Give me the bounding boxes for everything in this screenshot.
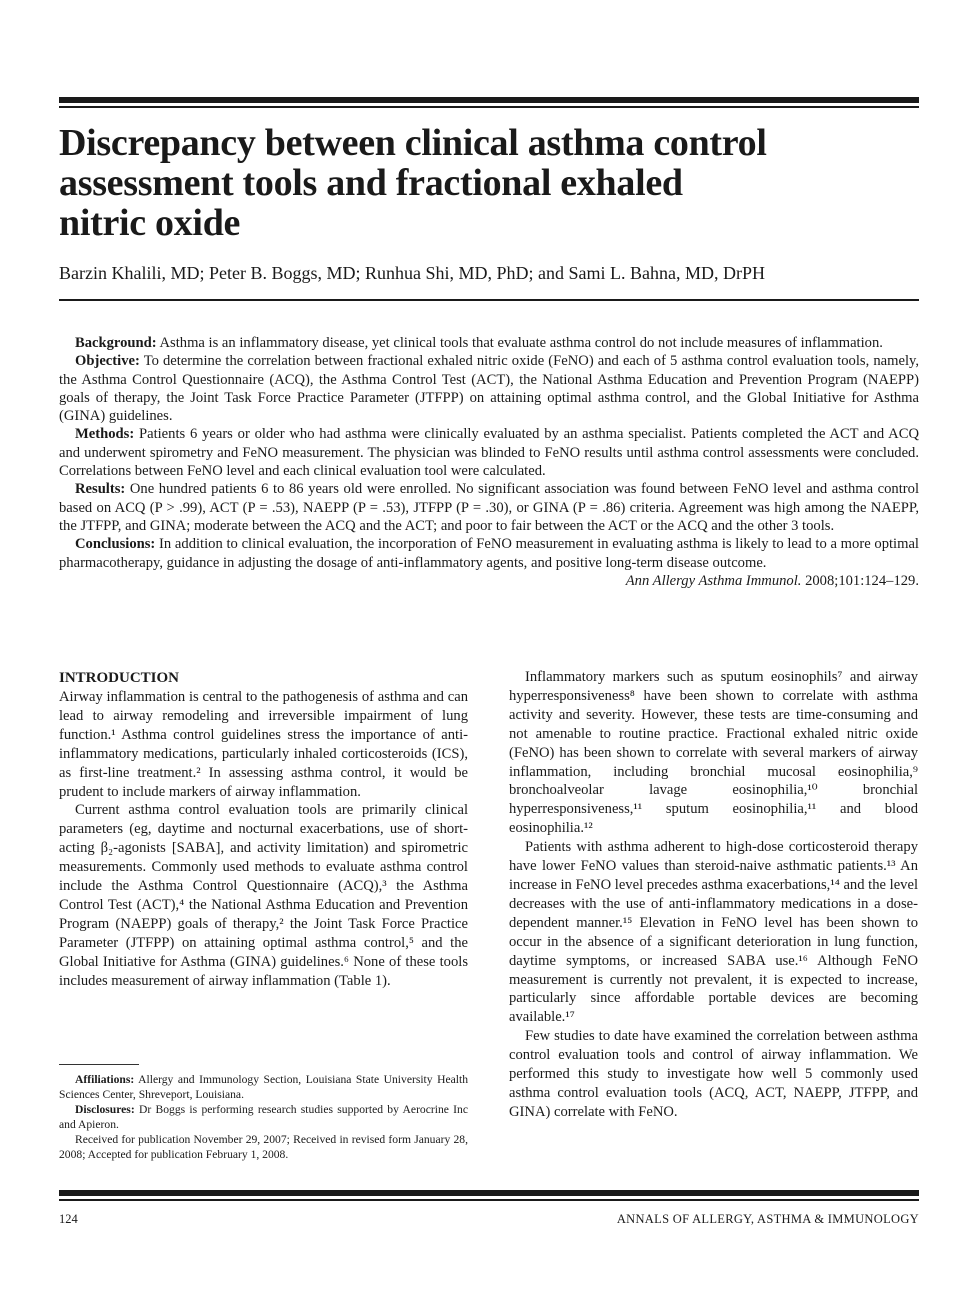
affiliations-label: Affiliations: (75, 1073, 135, 1086)
right-column (509, 668, 918, 1122)
title-line: assessment tools and fractional exhaled (59, 162, 683, 204)
citation-journal: Ann Allergy Asthma Immunol. (625, 572, 802, 589)
footnote-affiliations (59, 1072, 468, 1102)
footnotes (59, 1072, 468, 1162)
author-list: Barzin Khalili, MD; Peter B. Boggs, MD; Runhua Shi, MD, PhD; and Sami L. Bahna, MD, DrPH (59, 263, 765, 283)
results-label: Results: (75, 481, 126, 498)
abstract-conclusions (59, 535, 919, 572)
footnote-received: Received for publication November 29, 2007; Received in revised form January 28, 2008; Accepted for publication February 1, 2008. (59, 1133, 468, 1161)
intro-paragraph: Airway inflammation is central to the pathogenesis of asthma and can lead to airway remodeling and irreversible impairment of lung function.¹ Asthma control guidelines stress the importance of anti-inflammatory medications, particularly inhaled corticosteroids (ICS), as first-line treatment.² In assessing asthma control, it would be prudent to include markers of airway inflammation. (59, 689, 468, 800)
footnote-disclosures (59, 1102, 468, 1132)
title-line: Discrepancy between clinical asthma control (59, 122, 767, 164)
intro-paragraph: Few studies to date have examined the correlation between asthma control evaluation tools and control of airway inflammation. We performed this study to investigate how well 5 commonly used asthma control evaluation tools (ACQ, ACT, NAEPP, JTFPP, and GINA) correlate with FeNO. (509, 1028, 918, 1120)
intro-paragraph: Inflammatory markers such as sputum eosinophils⁷ and airway hyperresponsiveness⁸ have been shown to correlate with asthma activity and severity. However, these tests are time-consuming and not amenable to routine practice. Fractional exhaled nitric oxide (FeNO) has been shown to correlate with several markers of airway inflammation, including bronchial mucosal eosinophilia,⁹ bronchoalveolar lavage eosinophilia,¹⁰ bronchial hyperresponsiveness,¹¹ sputum eosinophilia,¹¹ and blood eosinophilia.¹² (509, 669, 918, 837)
page-number: 124 (59, 1212, 78, 1226)
background-label: Background: (75, 335, 157, 351)
abstract-objective (59, 352, 919, 425)
intro-paragraph: Current asthma control evaluation tools are primarily clinical parameters (eg, daytime and nocturnal exacerbations, use of short-acting β₂-agonists [SABA], and activity limitation) and spirometric measurements. Commonly used methods to evaluate asthma control include the Asthma Control Questionnaire (ACQ),³ the Asthma Control Test (ACT),⁴ the National Asthma Education and Prevention Program (NAEPP) goals of therapy,² the Joint Task Force Practice Parameter (JTFPP) on attaining optimal asthma control,⁵ and the Global Initiative for Asthma (GINA) guidelines.⁶ None of these tools includes measurement of airway inflammation (Table 1). (59, 802, 468, 989)
abstract-methods (59, 425, 919, 480)
methods-label: Methods: (75, 426, 135, 443)
disclosures-label: Disclosures: (75, 1103, 135, 1116)
footnote-rule (59, 1064, 139, 1065)
top-rule-thin (59, 106, 919, 108)
title-line: nitric oxide (59, 202, 241, 244)
conclusions-label: Conclusions: (75, 536, 156, 553)
objective-text: To determine the correlation between fractional exhaled nitric oxide (FeNO) and each of 5 asthma control evaluation tools, namely, the Asthma Control Questionnaire (ACQ), the Asthma Control Test (ACT), the National Asthma Education and Prevention Program (NAEPP) goals of therapy, the Joint Task Force Practice Parameter (JTFPP) on attaining optimal asthma control, and the Global Initiative for Asthma (GINA) guidelines. (59, 353, 919, 425)
disclosures-text: Dr Boggs is performing research studies supported by Aerocrine Inc and Apieron. (59, 1103, 468, 1131)
section-heading-introduction: INTRODUCTION (59, 670, 180, 686)
conclusions-text: In addition to clinical evaluation, the incorporation of FeNO measurement in evaluating asthma is likely to lead to a more optimal pharmacotherapy, guidance in adjusting the dosage of anti-inflammatory agents, and positive long-term disease outcome. (59, 536, 919, 571)
background-text: Asthma is an inflammatory disease, yet clinical tools that evaluate asthma control do not include measures of inflammation. (159, 335, 883, 351)
abstract-results (59, 480, 919, 535)
affiliations-text: Allergy and Immunology Section, Louisiana State University Health Sciences Center, Shreveport, Louisiana. (59, 1073, 468, 1101)
left-column (59, 668, 468, 991)
abstract-background (59, 334, 919, 352)
results-text: One hundred patients 6 to 86 years old were enrolled. No significant association was found between FeNO level and asthma control based on ACQ (P > .99), ACT (P = .53), NAEPP (P = .53), JTFPP (P = .30), or GINA (P = .86) criteria. Agreement was high among the NAEPP, the JTFPP, and GINA; moderate between the ACQ and the ACT; and poor to fair between the ACT or the ACQ and the other 3 tools. (59, 481, 919, 534)
methods-text: Patients 6 years or older who had asthma were clinically evaluated by an asthma specialist. Patients completed the ACT and ACQ and underwent spirometry and FeNO measurement. The physician was blinded to FeNO results until asthma control assessments were concluded. Correlations between FeNO level and each clinical evaluation tool were calculated. (59, 426, 919, 480)
author-rule (59, 299, 919, 301)
article-title (59, 123, 919, 243)
journal-name: ANNALS OF ALLERGY, ASTHMA & IMMUNOLOGY (616, 1212, 919, 1226)
bottom-rule-thick (59, 1190, 919, 1196)
top-rule-thick (59, 97, 919, 103)
article-page (59, 0, 919, 1305)
intro-paragraph: Patients with asthma adherent to high-dose corticosteroid therapy have lower FeNO values than steroid-naive asthmatic patients.¹³ An increase in FeNO level precedes asthma exacerbations,¹⁴ and the level decreases with the use of anti-inflammatory medications in a dose-dependent manner.¹⁵ Elevation in FeNO level has been shown to occur in the absence of a significant deterioration in lung function, daytime symptoms, or increased SABA use.¹⁶ Although FeNO measurement is currently not prevalent, it is expected to increase, particularly since affordable portable devices are becoming available.¹⁷ (509, 839, 918, 1026)
bottom-rule-thin (59, 1199, 919, 1201)
abstract (59, 334, 919, 590)
objective-label: Objective: (75, 353, 140, 370)
citation-volume: 2008;101:124–129. (805, 572, 919, 589)
abstract-citation (59, 572, 919, 590)
